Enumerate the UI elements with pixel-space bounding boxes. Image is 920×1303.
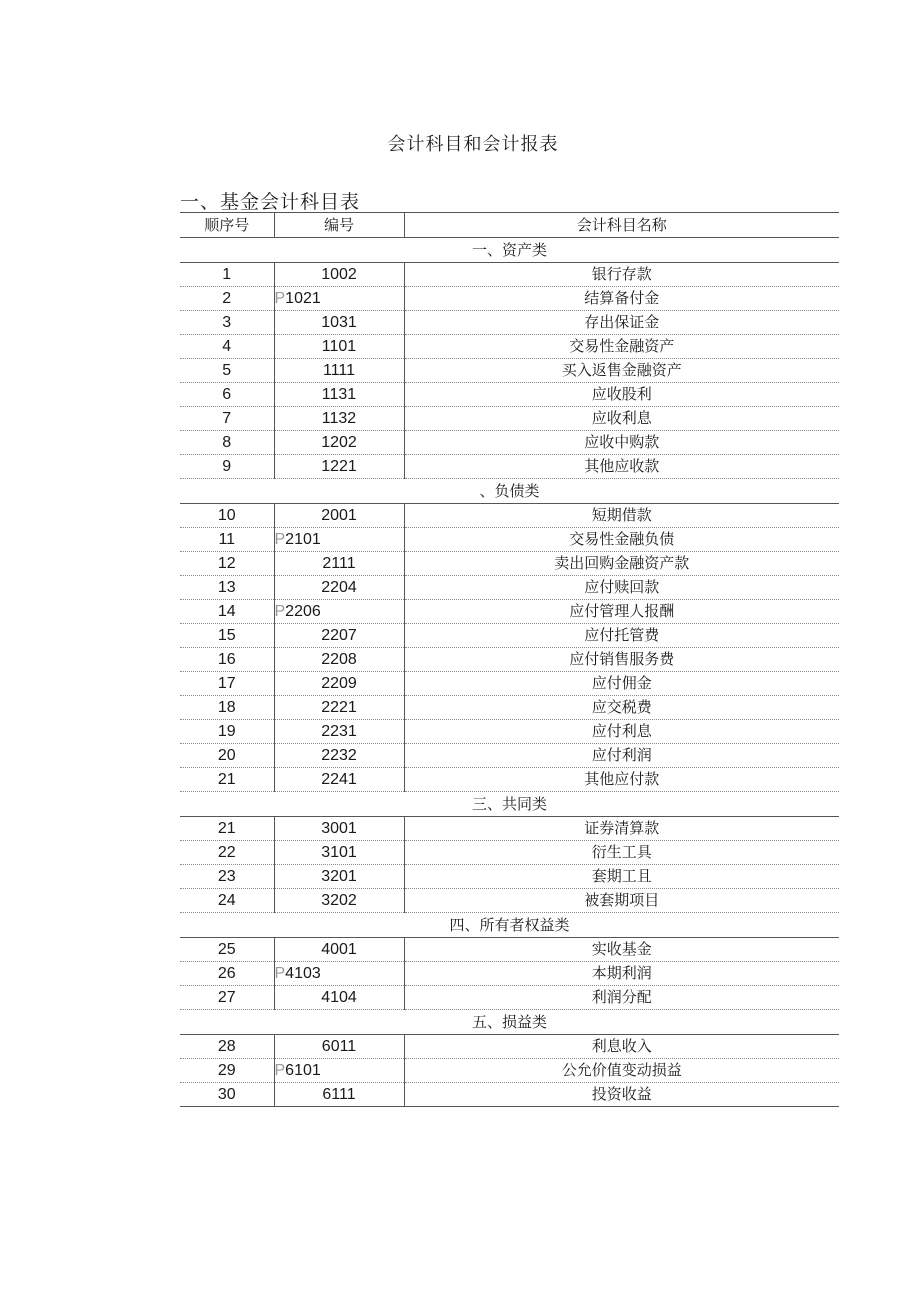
name-cell: 利息收入 (404, 1035, 839, 1059)
seq-cell: 11 (180, 528, 274, 552)
name-cell: 短期借款 (404, 504, 839, 528)
code-wrapper (275, 359, 404, 382)
table-row (180, 744, 839, 768)
code-wrapper (275, 672, 404, 695)
name-cell: 证券清算款 (404, 817, 839, 841)
seq-cell: 12 (180, 552, 274, 576)
table-row (180, 528, 839, 552)
seq-cell: 28 (180, 1035, 274, 1059)
code-value: 1021 (285, 290, 321, 307)
table-row (180, 263, 839, 287)
name-cell: 公允价值变动损益 (404, 1059, 839, 1083)
table-row (180, 287, 839, 311)
name-cell: 应付托管费 (404, 624, 839, 648)
seq-cell: 13 (180, 576, 274, 600)
code-value: 2207 (321, 627, 357, 644)
code-wrapper (275, 817, 404, 840)
code-value: 3101 (321, 844, 357, 861)
seq-cell: 9 (180, 455, 274, 479)
name-cell: 应收股利 (404, 383, 839, 407)
table-row (180, 1083, 839, 1107)
table-row (180, 407, 839, 431)
name-cell: 应付利润 (404, 744, 839, 768)
name-cell: 利润分配 (404, 986, 839, 1010)
code-cell (274, 672, 404, 696)
seq-cell: 17 (180, 672, 274, 696)
table-row (180, 986, 839, 1010)
code-cell (274, 817, 404, 841)
code-value: 1202 (321, 434, 357, 451)
name-cell: 应付佣金 (404, 672, 839, 696)
code-cell (274, 431, 404, 455)
code-cell (274, 311, 404, 335)
seq-cell: 8 (180, 431, 274, 455)
seq-cell: 27 (180, 986, 274, 1010)
table-row (180, 431, 839, 455)
category-label: 一、资产类 (180, 238, 839, 263)
code-cell (274, 962, 404, 986)
seq-cell: 18 (180, 696, 274, 720)
code-wrapper (275, 576, 404, 599)
seq-cell: 30 (180, 1083, 274, 1107)
code-wrapper (275, 962, 404, 985)
code-wrapper (275, 720, 404, 743)
table-row (180, 1035, 839, 1059)
accounts-table-body (180, 213, 839, 1107)
table-row (180, 648, 839, 672)
code-value: 6101 (285, 1062, 321, 1079)
code-value: 2231 (321, 723, 357, 740)
table-row (180, 504, 839, 528)
category-label: 三、共同类 (180, 792, 839, 817)
code-value: 2209 (321, 675, 357, 692)
table-row (180, 938, 839, 962)
name-cell: 应付销售服务费 (404, 648, 839, 672)
code-value: 2232 (321, 747, 357, 764)
name-cell: 其他应收款 (404, 455, 839, 479)
code-wrapper (275, 768, 404, 791)
code-wrapper (275, 696, 404, 719)
code-value: 2208 (321, 651, 357, 668)
name-cell: 卖出回购金融资产款 (404, 552, 839, 576)
category-row (180, 792, 839, 817)
table-row (180, 383, 839, 407)
code-cell (274, 576, 404, 600)
seq-cell: 25 (180, 938, 274, 962)
seq-cell: 3 (180, 311, 274, 335)
seq-cell: 14 (180, 600, 274, 624)
table-row (180, 817, 839, 841)
table-header-row (180, 213, 839, 238)
code-cell (274, 504, 404, 528)
code-wrapper (275, 1083, 404, 1106)
seq-cell: 19 (180, 720, 274, 744)
code-value: 3001 (321, 820, 357, 837)
header-code: 编号 (274, 213, 404, 238)
seq-cell: 24 (180, 889, 274, 913)
code-wrapper (275, 744, 404, 767)
table-row (180, 841, 839, 865)
code-value: 4103 (285, 965, 321, 982)
accounts-table (180, 212, 839, 1107)
header-name: 会计科目名称 (404, 213, 839, 238)
code-value: 2101 (285, 531, 321, 548)
code-cell (274, 986, 404, 1010)
code-wrapper (275, 383, 404, 406)
table-row (180, 1059, 839, 1083)
name-cell: 交易性金融负债 (404, 528, 839, 552)
code-wrapper (275, 335, 404, 358)
seq-cell: 6 (180, 383, 274, 407)
name-cell: 套期工且 (404, 865, 839, 889)
code-wrapper (275, 600, 404, 623)
name-cell: 衍生工具 (404, 841, 839, 865)
code-cell (274, 1059, 404, 1083)
name-cell: 被套期项目 (404, 889, 839, 913)
code-wrapper (275, 431, 404, 454)
code-cell (274, 1083, 404, 1107)
seq-cell: 10 (180, 504, 274, 528)
seq-cell: 26 (180, 962, 274, 986)
seq-cell: 1 (180, 263, 274, 287)
code-value: 4001 (321, 941, 357, 958)
code-cell (274, 889, 404, 913)
code-cell (274, 287, 404, 311)
code-cell (274, 865, 404, 889)
document-title: 会计科目和会计报表 (387, 134, 559, 155)
category-label: 、负债类 (180, 479, 839, 504)
table-row (180, 359, 839, 383)
code-value: 4104 (321, 989, 357, 1006)
seq-cell: 23 (180, 865, 274, 889)
code-wrapper (275, 648, 404, 671)
table-row (180, 672, 839, 696)
seq-cell: 4 (180, 335, 274, 359)
code-wrapper (275, 504, 404, 527)
table-row (180, 624, 839, 648)
code-value: 1132 (321, 410, 357, 427)
code-wrapper (275, 841, 404, 864)
code-value: 1221 (321, 458, 357, 475)
name-cell: 本期利润 (404, 962, 839, 986)
code-prefix: P (274, 965, 286, 982)
seq-cell: 15 (180, 624, 274, 648)
table-row (180, 696, 839, 720)
name-cell: 买入返售金融资产 (404, 359, 839, 383)
code-wrapper (275, 407, 404, 430)
code-prefix: P (274, 603, 286, 620)
name-cell: 银行存款 (404, 263, 839, 287)
table-row (180, 576, 839, 600)
category-row (180, 913, 839, 938)
code-wrapper (275, 624, 404, 647)
name-cell: 应交税费 (404, 696, 839, 720)
name-cell: 应付赎回款 (404, 576, 839, 600)
code-cell (274, 696, 404, 720)
code-wrapper (275, 528, 404, 551)
name-cell: 应收中购款 (404, 431, 839, 455)
code-value: 6111 (322, 1086, 356, 1103)
code-wrapper (275, 865, 404, 888)
seq-cell: 21 (180, 768, 274, 792)
code-cell (274, 938, 404, 962)
code-value: 1111 (322, 362, 356, 379)
code-wrapper (275, 889, 404, 912)
seq-cell: 21 (180, 817, 274, 841)
table-row (180, 335, 839, 359)
table-row (180, 768, 839, 792)
header-seq: 顺序号 (180, 213, 274, 238)
code-value: 1101 (321, 338, 357, 355)
code-wrapper (275, 938, 404, 961)
code-cell (274, 552, 404, 576)
table-row (180, 720, 839, 744)
category-label: 五、损益类 (180, 1010, 839, 1035)
code-cell (274, 841, 404, 865)
code-wrapper (275, 311, 404, 334)
code-value: 2001 (321, 507, 357, 524)
name-cell: 应收利息 (404, 407, 839, 431)
code-cell (274, 744, 404, 768)
code-cell (274, 335, 404, 359)
section-title: 一、基金会计科目表 (180, 191, 361, 213)
name-cell: 存出保证金 (404, 311, 839, 335)
seq-cell: 29 (180, 1059, 274, 1083)
code-value: 2111 (322, 555, 356, 572)
name-cell: 其他应付款 (404, 768, 839, 792)
code-cell (274, 600, 404, 624)
code-cell (274, 455, 404, 479)
code-value: 2221 (321, 699, 357, 716)
code-value: 6011 (321, 1038, 357, 1055)
category-row (180, 238, 839, 263)
table-row (180, 962, 839, 986)
code-cell (274, 383, 404, 407)
code-value: 3201 (321, 868, 357, 885)
table-row (180, 600, 839, 624)
name-cell: 应付利息 (404, 720, 839, 744)
code-cell (274, 528, 404, 552)
category-row (180, 479, 839, 504)
seq-cell: 7 (180, 407, 274, 431)
code-wrapper (275, 552, 404, 575)
name-cell: 结算备付金 (404, 287, 839, 311)
table-row (180, 455, 839, 479)
code-wrapper (275, 1059, 404, 1082)
seq-cell: 20 (180, 744, 274, 768)
table-row (180, 311, 839, 335)
code-cell (274, 359, 404, 383)
seq-cell: 16 (180, 648, 274, 672)
table-row (180, 865, 839, 889)
code-wrapper (275, 1035, 404, 1058)
name-cell: 投资收益 (404, 1083, 839, 1107)
code-prefix: P (274, 1062, 286, 1079)
code-value: 1002 (321, 266, 357, 283)
table-row (180, 552, 839, 576)
seq-cell: 5 (180, 359, 274, 383)
code-wrapper (275, 287, 404, 310)
code-wrapper (275, 455, 404, 478)
category-row (180, 1010, 839, 1035)
seq-cell: 22 (180, 841, 274, 865)
code-cell (274, 624, 404, 648)
category-label: 四、所有者权益类 (180, 913, 839, 938)
name-cell: 实收基金 (404, 938, 839, 962)
code-prefix: P (274, 290, 286, 307)
code-cell (274, 407, 404, 431)
code-value: 1131 (321, 386, 357, 403)
code-cell (274, 1035, 404, 1059)
code-cell (274, 648, 404, 672)
name-cell: 交易性金融资产 (404, 335, 839, 359)
code-value: 3202 (321, 892, 357, 909)
seq-cell: 2 (180, 287, 274, 311)
code-value: 2206 (285, 603, 321, 620)
code-cell (274, 720, 404, 744)
code-cell (274, 768, 404, 792)
code-value: 2241 (321, 771, 357, 788)
code-value: 2204 (321, 579, 357, 596)
table-row (180, 889, 839, 913)
code-prefix: P (274, 531, 286, 548)
code-wrapper (275, 263, 404, 286)
code-wrapper (275, 986, 404, 1009)
code-value: 1031 (321, 314, 357, 331)
name-cell: 应付管理人报酬 (404, 600, 839, 624)
code-cell (274, 263, 404, 287)
